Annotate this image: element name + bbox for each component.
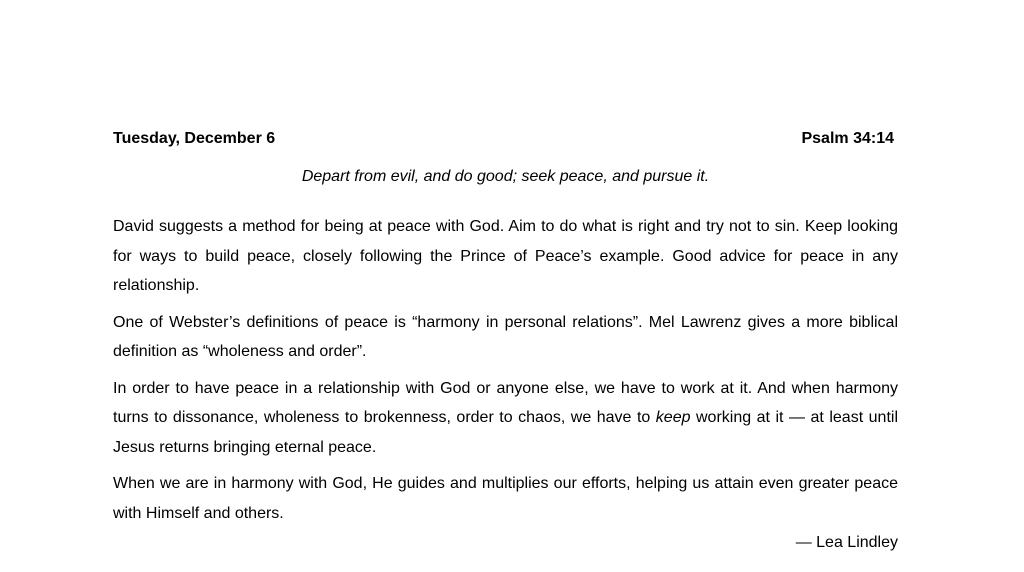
scripture-verse: Depart from evil, and do good; seek peace, and pursue it. xyxy=(301,168,710,185)
paragraph-4: When we are in harmony with God, He guides and multiplies our efforts, helping us attain even greater peace with Himself and others. xyxy=(113,475,898,522)
devotional-content xyxy=(113,128,898,554)
devotional-body xyxy=(113,212,898,528)
scripture-reference: Psalm 34:14 xyxy=(801,130,894,147)
paragraph-3 xyxy=(113,374,898,463)
paragraph-3-emphasis: keep xyxy=(655,409,691,426)
paragraph-2: One of Webster’s definitions of peace is “harmony in personal relations”. Mel Lawrenz gives a more biblical definition as “wholeness and order”. xyxy=(113,313,898,360)
devotional-header xyxy=(113,128,898,150)
author-signature: — Lea Lindley xyxy=(795,534,898,551)
paragraph-1: David suggests a method for being at peace with God. Aim to do what is right and try not to sin. Keep looking for ways to build peace, closely following the Prince of Peace’s example. Good advice for peace in any relationship. xyxy=(113,218,898,294)
date-heading: Tuesday, December 6 xyxy=(113,130,276,147)
paragraph-3-end: working at it — at least until Jesus returns bringing eternal peace. xyxy=(113,409,898,456)
paragraph-3-start: In order to have peace in a relationship with God or anyone else, we have to work at it. And when harmony turns to dissonance, wholeness to brokenness, order to chaos, we have to xyxy=(113,379,898,426)
